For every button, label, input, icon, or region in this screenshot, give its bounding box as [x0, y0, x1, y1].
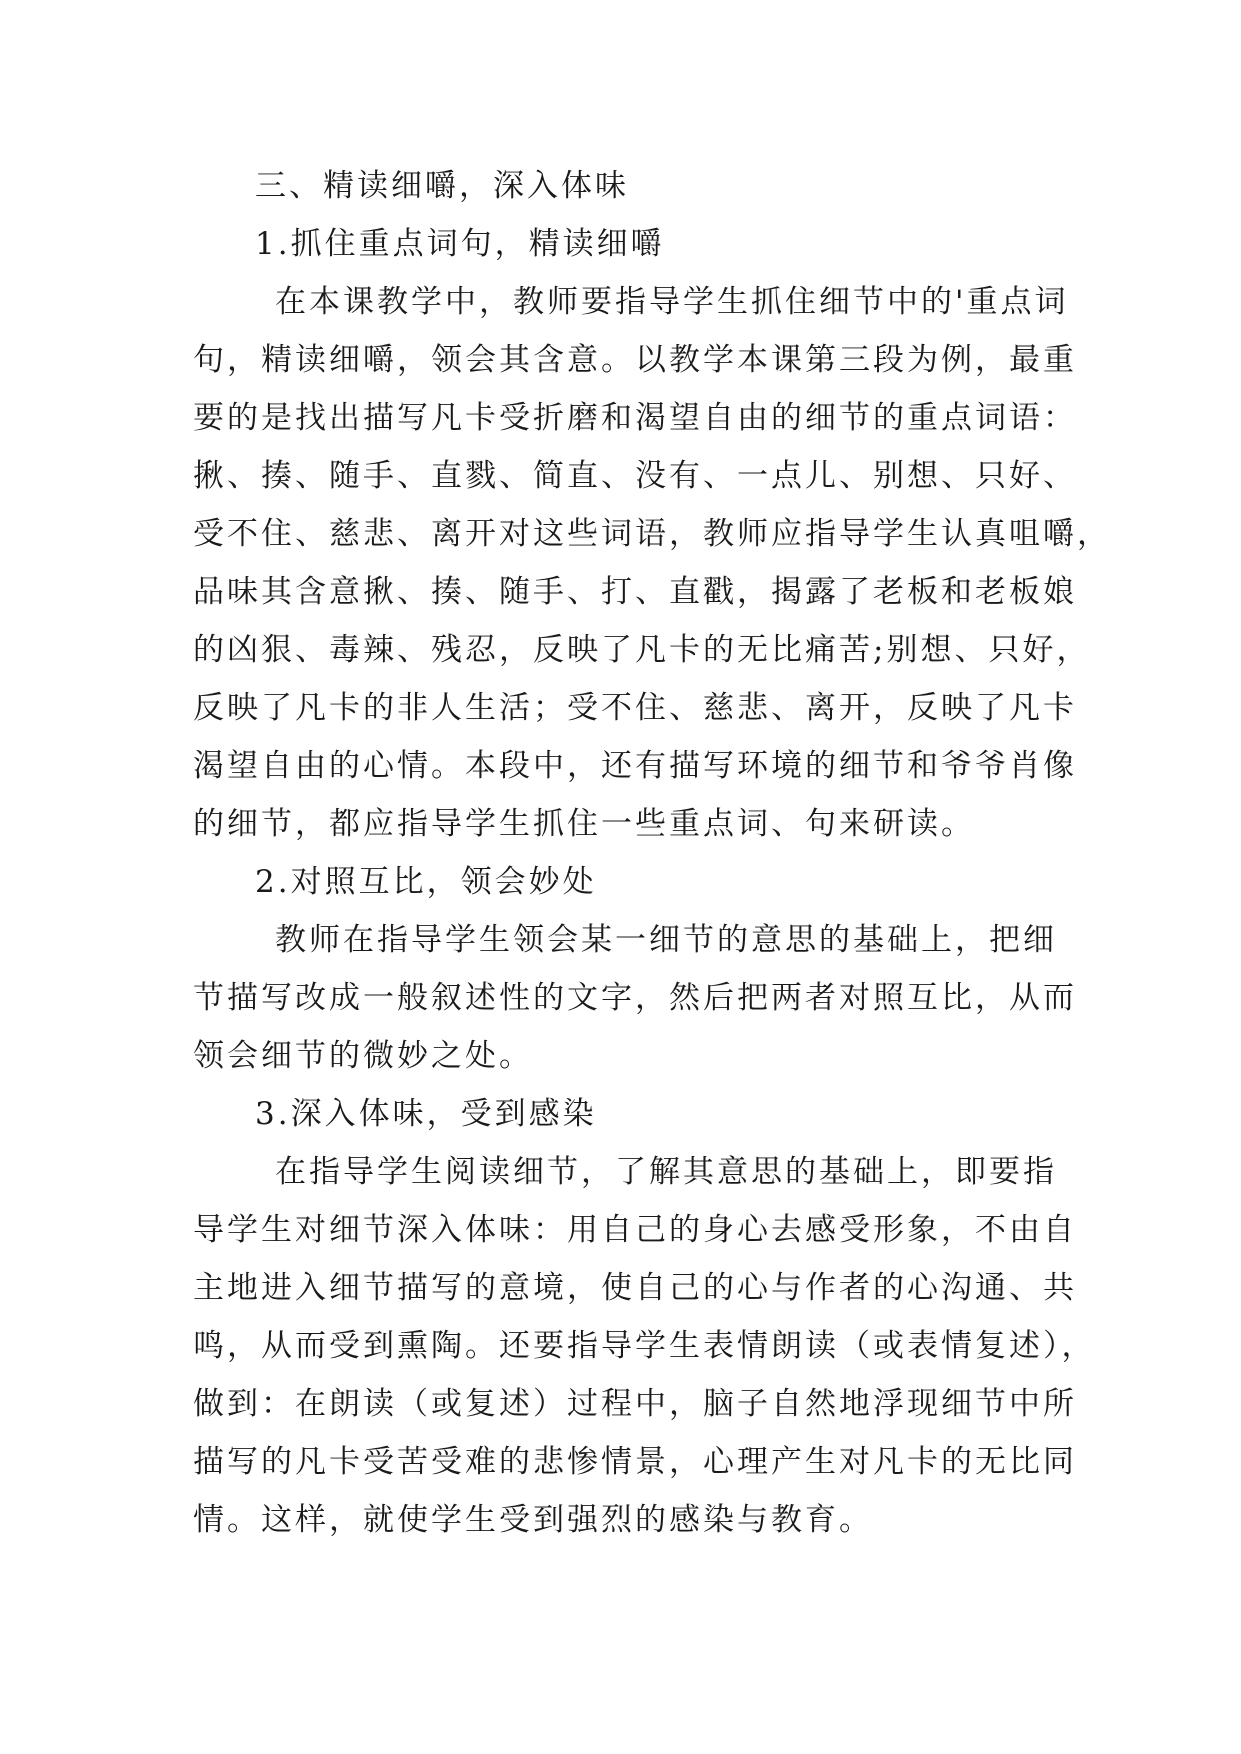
- paragraph-line: 的细节，都应指导学生抓住一些重点词、句来研读。: [193, 806, 975, 842]
- paragraph-line: 做到：在朗读（或复述）过程中，脑子自然地浮现细节中所: [193, 1386, 1077, 1422]
- paragraph-line: 领会细节的微妙之处。: [193, 1038, 533, 1074]
- subheading-1: 1.抓住重点词句，精读细嚼: [255, 226, 665, 262]
- paragraph-line: 主地进入细节描写的意境，使自己的心与作者的心沟通、共: [193, 1270, 1077, 1306]
- paragraph-line: 揪、揍、随手、直戮、简直、没有、一点儿、别想、只好、: [193, 458, 1077, 494]
- subheading-2: 2.对照互比，领会妙处: [255, 864, 597, 900]
- subheading-3: 3.深入体味，受到感染: [255, 1096, 597, 1132]
- paragraph-line: 导学生对细节深入体味：用自己的身心去感受形象，不由自: [193, 1212, 1077, 1248]
- paragraph-line: 渴望自由的心情。本段中，还有描写环境的细节和爷爷肖像: [193, 748, 1077, 784]
- paragraph-line: 节描写改成一般叙述性的文字，然后把两者对照互比，从而: [193, 980, 1077, 1016]
- paragraph-line: 情。这样，就使学生受到强烈的感染与教育。: [193, 1502, 873, 1538]
- paragraph-line: 描写的凡卡受苦受难的悲惨情景，心理产生对凡卡的无比同: [193, 1444, 1077, 1480]
- section-heading: 三、精读细嚼，深入体味: [255, 168, 629, 204]
- paragraph-line: 反映了凡卡的非人生活；受不住、慈悲、离开，反映了凡卡: [193, 690, 1077, 726]
- paragraph-line: 鸣，从而受到熏陶。还要指导学生表情朗读（或表情复述），: [193, 1328, 1096, 1364]
- paragraph-line: 的凶狠、毒辣、残忍，反映了凡卡的无比痛苦;别想、只好，: [193, 632, 1091, 668]
- paragraph-line: 句，精读细嚼，领会其含意。以教学本课第三段为例，最重: [193, 342, 1077, 378]
- paragraph-line: 受不住、慈悲、离开对这些词语，教师应指导学生认真咀嚼，: [193, 516, 1111, 552]
- paragraph-line: 教师在指导学生领会某一细节的意思的基础上，把细: [275, 922, 1057, 958]
- paragraph-line: 要的是找出描写凡卡受折磨和渴望自由的细节的重点词语：: [193, 400, 1077, 436]
- paragraph-line: 在指导学生阅读细节，了解其意思的基础上，即要指: [275, 1154, 1057, 1190]
- paragraph-line: 品味其含意揪、揍、随手、打、直戳，揭露了老板和老板娘: [193, 574, 1077, 610]
- paragraph-line: 在本课教学中，教师要指导学生抓住细节中的'重点词: [275, 284, 1069, 320]
